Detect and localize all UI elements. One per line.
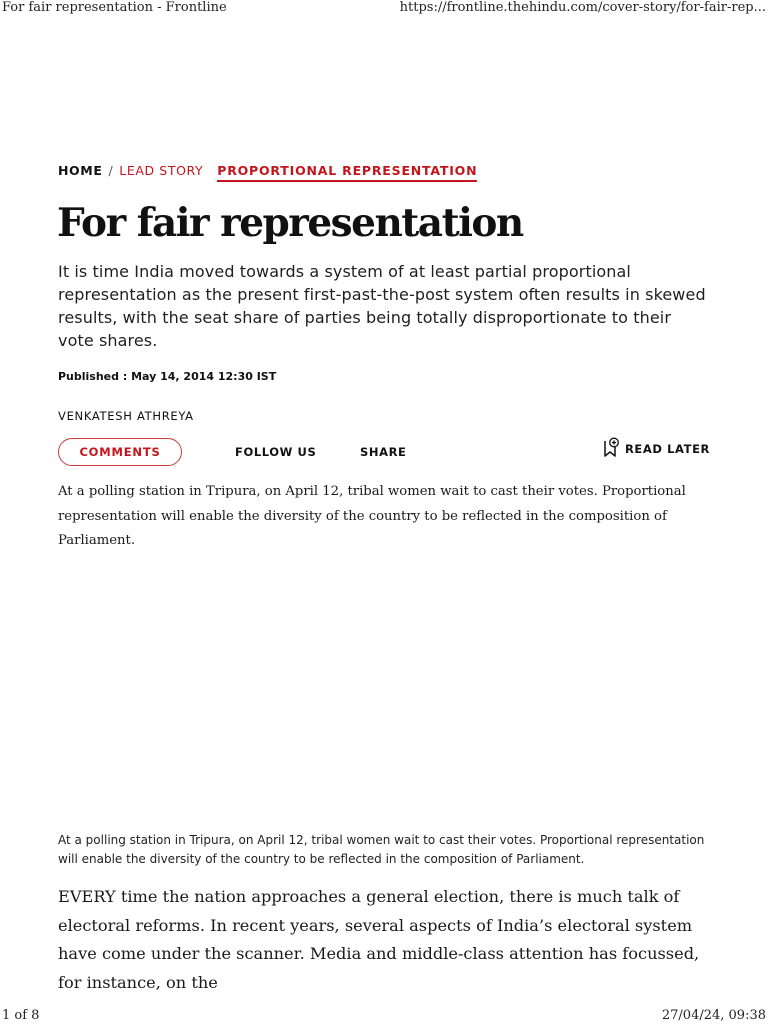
share-button[interactable]: SHARE xyxy=(360,445,407,459)
breadcrumb xyxy=(58,163,477,182)
comments-button[interactable] xyxy=(58,438,182,466)
intro-image-caption: At a polling station in Tripura, on April 12, tribal women wait to cast their votes. Proportional representation will enable the diversity of the country to be reflected in the composition of Parliament. xyxy=(58,484,686,548)
article-title: For fair representation xyxy=(57,200,523,246)
breadcrumb-separator: / xyxy=(108,163,114,178)
article-actions xyxy=(58,437,712,469)
photo-caption: At a polling station in Tripura, on April 12, tribal women wait to cast their votes. Proportional representation will enable the diversity of the country to be reflected in the composition of Parliament. xyxy=(58,833,705,866)
article-summary: It is time India moved towards a system of at least partial proportional representation as the present first-past-the-post system often results in skewed results, with the seat share of parties being totally disproportionate to their vote shares. xyxy=(58,262,706,350)
breadcrumb-home-link[interactable]: HOME xyxy=(58,163,103,178)
breadcrumb-section-link[interactable]: LEAD STORY xyxy=(119,163,204,178)
print-page-number: 1 of 8 xyxy=(2,1008,40,1023)
author-link[interactable]: VENKATESH ATHREYA xyxy=(58,409,194,423)
print-footer xyxy=(0,1008,768,1023)
print-page-title: For fair representation - Frontline xyxy=(2,0,227,15)
read-later-button[interactable] xyxy=(603,437,710,460)
bookmark-plus-icon xyxy=(603,437,625,460)
print-timestamp: 27/04/24, 09:38 xyxy=(661,1008,766,1023)
print-header xyxy=(0,0,768,15)
print-page-url: https://frontline.thehindu.com/cover-story/for-fair-rep... xyxy=(399,0,766,15)
breadcrumb-topic-link[interactable]: PROPORTIONAL REPRESENTATION xyxy=(217,163,477,182)
comments-button-label: COMMENTS xyxy=(79,445,161,459)
follow-us-button[interactable]: FOLLOW US xyxy=(235,445,317,459)
read-later-label: READ LATER xyxy=(624,441,710,456)
article-body: EVERY time the nation approaches a general election, there is much talk of electoral reforms. In recent years, several aspects of India’s electoral system have come under the scanner. Media and middle-class attention has focussed, for instance, on the xyxy=(58,887,700,992)
article-photo xyxy=(58,560,710,822)
published-date: Published : May 14, 2014 12:30 IST xyxy=(58,370,277,383)
